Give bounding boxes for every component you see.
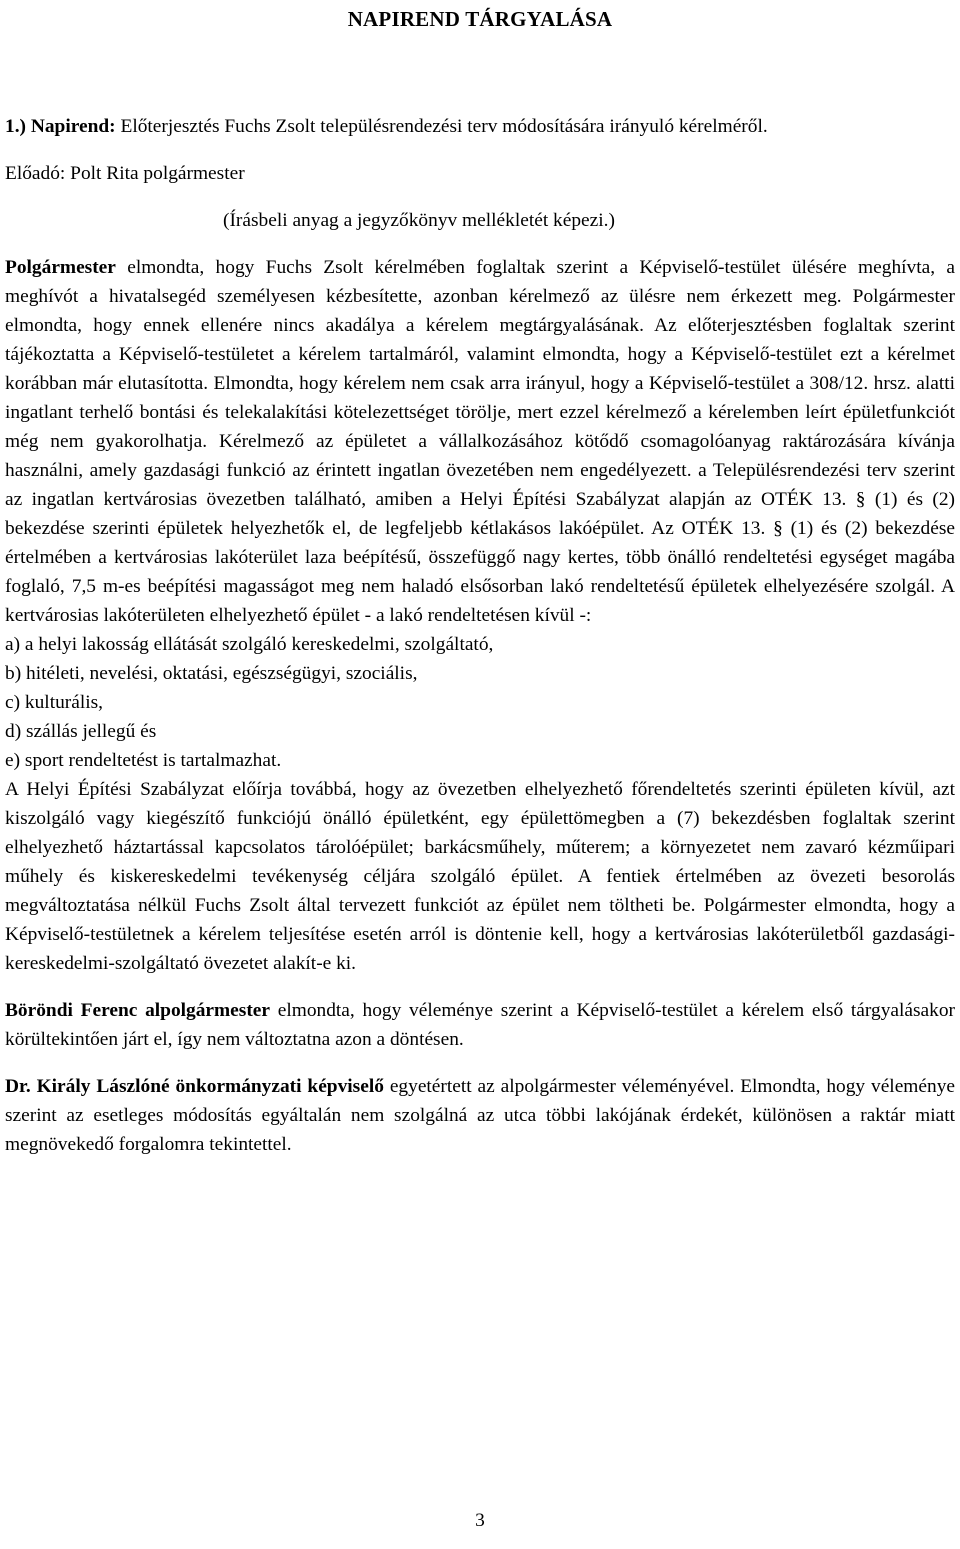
document-title: NAPIREND TÁRGYALÁSA bbox=[347, 7, 613, 31]
representative-statement bbox=[5, 1072, 955, 1159]
mayor-statement-continuation: A Helyi Építési Szabályzat előírja továbbá, hogy az övezetben elhelyezhető főrendeltetés szerinti épületen kívül, azt kiszolgáló vagy kiegészítő funkciójú önálló épületként, egy épülettömegben a (7) bekezdésben foglaltak szerint elhelyezhető háztartással kapcsolatos tárolóépület; barkácsműhely, műterem; a környezetet nem zavaró kézműipari műhely és kiskereskedelmi tevékenység céljára szolgáló épület. A fentiek értelmében az övezeti besorolás megváltoztatása nélkül Fuchs Zsolt által tervezett funkciót az épület nem töltheti be. Polgármester elmondta, hogy a Képviselő-testületnek a kérelem teljesítése esetén arról is döntenie kell, hogy a kertvárosias lakóterületből gazdasági-kereskedelmi-szolgáltató övezetet alakít-e ki. bbox=[5, 779, 955, 974]
speaker-mayor: Polgármester bbox=[5, 257, 116, 278]
deputy-mayor-statement bbox=[5, 996, 955, 1054]
presenter-line: Előadó: Polt Rita polgármester bbox=[5, 163, 245, 184]
agenda-item-heading bbox=[5, 112, 955, 141]
mayor-statement-text: elmondta, hogy Fuchs Zsolt kérelmében foglaltak szerint a Képviselő-testület ülésére meghívta, a meghívót a hivatalsegéd személyesen kézbesítette, azonban kérelmező az ülésre nem érkezett meg. Polgármester elmondta, hogy ennek ellenére nincs akadálya a kérelem megtárgyalásának. Az előterjesztésben foglaltak szerint tájékoztatta a Képviselő-testületet a kérelem tartalmáról, valamint elmondta, hogy a Képviselő-testület ezt a kérelmet korábban már elutasította. Elmondta, hogy kérelem nem csak arra irányul, hogy a Képviselő-testület a 308/12. hrsz. alatti ingatlant terhelő bontási és telekalakítási kötelezettséget törölje, mert ezzel kérelmező a kérelemben leírt épületfunkciót még nem gyakorolhatja. Kérelmező az épületet a vállalkozásához kötődő csomagolóanyag raktározására kívánja használni, amely gazdasági funkció az érintett ingatlan övezetében nem engedélyezett. a Településrendezési terv szerint az ingatlan kertvárosias övezetben található, amiben a Helyi Építési Szabályzat alapján az OTÉK 13. § (1) és (2) bekezdése szerinti épületek helyezhetők el, de legfeljebb kétlakásos lakóépület. Az OTÉK 13. § (1) és (2) bekezdése értelmében a kertvárosias lakóterület laza beépítésű, összefüggő nagy kertes, több önálló rendeltetési egységet magába foglaló, 7,5 m-es beépítési magasságot meg nem haladó elsősorban lakó rendeltetésű épületek elhelyezésére szolgál. A kertvárosias lakóterületen elhelyezhető épület - a lakó rendeltetésen kívül -: bbox=[5, 257, 955, 626]
speaker-representative: Dr. Király Lászlóné önkormányzati képviselő bbox=[5, 1076, 384, 1097]
agenda-number-label: 1.) Napirend: bbox=[5, 116, 116, 137]
list-item: e) sport rendeltetést is tartalmazhat. bbox=[5, 750, 282, 771]
page-number: 3 bbox=[475, 1510, 485, 1531]
representative-statement-text: egyetértett az alpolgármester véleményével. Elmondta, hogy véleménye szerint az esetleges módosítás egyáltalán nem szolgálná az utca többi lakójának érdekét, különösen a raktár miatt megnövekedő forgalomra tekintettel. bbox=[5, 1076, 955, 1155]
list-item: b) hitéleti, nevelési, oktatási, egészségügyi, szociális, bbox=[5, 663, 418, 684]
mayor-statement bbox=[5, 253, 955, 630]
deputy-mayor-statement-text: elmondta, hogy véleménye szerint a Képviselő-testület a kérelem első tárgyalásakor körültekintően járt el, így nem változtatna azon a döntésen. bbox=[5, 1000, 955, 1050]
building-use-list bbox=[5, 630, 955, 775]
list-item: a) a helyi lakosság ellátását szolgáló kereskedelmi, szolgáltató, bbox=[5, 634, 494, 655]
annex-note: (Írásbeli anyag a jegyzőkönyv mellékletét képezi.) bbox=[223, 210, 615, 231]
agenda-item-text: Előterjesztés Fuchs Zsolt településrendezési terv módosítására irányuló kérelméről. bbox=[120, 116, 768, 137]
document-page bbox=[5, 0, 955, 1159]
list-item: c) kulturális, bbox=[5, 692, 104, 713]
speaker-deputy-mayor: Böröndi Ferenc alpolgármester bbox=[5, 1000, 271, 1021]
list-item: d) szállás jellegű és bbox=[5, 721, 157, 742]
